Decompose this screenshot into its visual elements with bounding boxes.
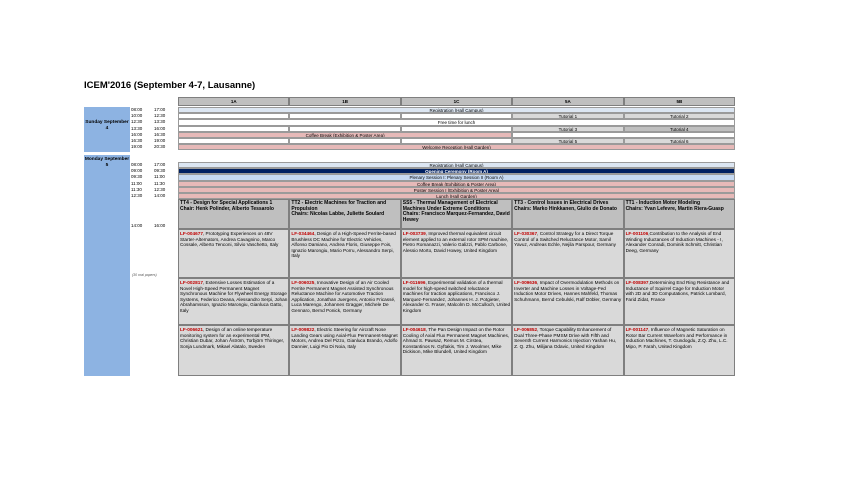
column-header: 1C xyxy=(401,97,512,106)
tutorial-2: Tutorial 2 xyxy=(624,113,735,119)
sunday-schedule xyxy=(178,107,735,150)
day-label-sunday: Sunday September 4 xyxy=(84,107,130,152)
session-header: TT2 - Electric Machines for Traction and Propulsion Chairs: Nicolas Labbe, Juliette Soulard xyxy=(289,199,400,229)
paper-cell: LF-001106,Contribution to the Analysis of End Winding Inductances of Induction Machines - I, Alexander Conradi, Dominik Schmitt, Christian Deeg, Germany xyxy=(624,229,735,278)
column-header: 5A xyxy=(512,97,623,106)
monday-registration: Registration (Hall Campus) xyxy=(178,162,735,168)
paper-cell: LF-011696, Experimental validation of a thermal model for high-speed switched reluctance machines for traction applications, Francisco J. Marquez-Fernandez, Johannes H. J. Potgieter, Alexander G. Fraser, Malcolm D. McCulloch, United Kingdom xyxy=(401,278,512,325)
paper-cell: LF-030367, Control Strategy for a Direct Torque Control of a Switched Reluctance Motor, Samil Yavuz, Andreas Echle, Nejila Parspour, Germany xyxy=(512,229,623,278)
paper-cell: LF-004618, The Pan Design Impact on the Rotor Cooling of Axial Flux Permanent Magnet Machines, Ahmad S. Pawsaz, Remus M. Cirstea, Konstantinos N. Gyftakis, Tim J. Woolmer, Mike Dickison, Mike Blundell, United Kingdom xyxy=(401,325,512,376)
tutorial-5: Tutorial 5 xyxy=(512,138,623,144)
free-lunch: Free time for lunch xyxy=(178,119,735,125)
paper-cell: LF-006025, Innovative Design of an Air Cooled Ferrite Permanent Magnet Assisted Synchronous Reluctance Machine for Automotive Traction Application, Jonathan Juergens, Antonio Fricassé, Luca Marengo, Johannes Gragger, Michele De Gennaro, Bernd Ponick, Germany xyxy=(289,278,400,325)
time-column-sunday: 08:00 17:00 10:00 12:30 12:30 13:30 13:30 16:00 16:00 16:30 16:30 19:00 19:00 20:30 xyxy=(131,107,166,150)
paper-cell: LF-009822, Electric Steering for Aircraft Nose Landing Gears using Axial-Flux Permanent-Magnet Motors, Andrea Del Pizzo, Gianluca Brando, Adolfo Dannier, Luigi Pio Di Noia, Italy xyxy=(289,325,400,376)
time-column-monday-afternoon: 14:00 16:00 xyxy=(131,223,166,228)
monday-coffee-break: Coffee Break (Exhibition & Poster Area) xyxy=(178,181,735,187)
tutorial-3: Tutorial 3 xyxy=(512,126,623,132)
column-header: 1B xyxy=(289,97,400,106)
paper-cell: LF-004677, Prototyping Experiences on 48V Starter-Alternators, Andrea Cavagnino, Marco Cossale, Alberto Tenconi, Silvio Vaschetto, Italy xyxy=(178,229,289,278)
opening-ceremony: Opening Ceremony (Room A) xyxy=(178,168,735,174)
paper-cell: LF-002817, Extensive Losses Estimation of a Novel High-Speed Permanent Magnet Synchronous Machine for Flywheel Energy Storage Systems, Federico Deana, Alessandro Serpi, Johan Abrahamsson, Ignazio Marongiu, Gianluca Gatto, Italy xyxy=(178,278,289,325)
session-header: TT3 - Control Issues in Electrical Drives Chairs: Marko Hinkkanen, Giulio de Donato xyxy=(512,199,623,229)
column-header: 1A xyxy=(178,97,289,106)
session-headers xyxy=(178,199,735,229)
paper-cell: LF-009636, Impact of Overmodulation Methods on Inverter and Machine Losses in Voltage-Fed Induction Motor Drives, Hannes Mahfeld, Thomas Schuhmann, Bernd Cebulski, Ralf Döbler, Germany xyxy=(512,278,623,325)
column-header: 5B xyxy=(624,97,735,106)
day-label-monday: Monday September 5 xyxy=(84,155,130,376)
tutorial-6: Tutorial 6 xyxy=(624,138,735,144)
welcome-reception: Welcome Reception (Hall Garden) xyxy=(178,144,735,150)
side-note: (30 oral papers) xyxy=(132,273,157,277)
paper-cell: LF-034464, Design of a High-Speed Ferrite-based Brushless DC Machine for Electric Vehicles, Alfonso Damiano, Andrea Floris, Giuseppe Fois, Ignazio Marongiu, Mario Porru, Alessandro Serpi, Italy xyxy=(289,229,400,278)
column-headers xyxy=(178,97,735,106)
tutorial-4: Tutorial 4 xyxy=(624,126,735,132)
sunday-coffee-break: Coffee Break (Exhibition & Poster Area) xyxy=(178,132,512,138)
poster-session: Poster Session I (Exhibition & Poster Area) xyxy=(178,187,735,193)
plenary-session: Plenary Session I: Plenary Session II (Room A) xyxy=(178,174,735,180)
paper-cell: LF-008397,Determining End Ring Resistance and Inductance of Squirrel Cage for Induction Motor with 2D and 3D Computations, Patrick Lombard, Farid Zidat, France xyxy=(624,278,735,325)
paper-cell: LF-001147, Influence of Magnetic Saturation on Rotor Bar Current Waveform and Performance in Induction Machines, T. Gundogdu, Z.Q. Zhu, L.C. Mipo, P. Farah, United Kingdom xyxy=(624,325,735,376)
monday-schedule xyxy=(178,162,735,199)
monday-lunch: Lunch (Hall Garden) xyxy=(178,193,735,199)
page-title: ICEM'2016 (September 4-7, Lausanne) xyxy=(84,80,256,91)
papers-row-1 xyxy=(178,229,735,278)
papers-row-3 xyxy=(178,325,735,376)
paper-cell: LF-006852, Torque Capability Enhancement of Dual Three-Phase PMSM Drive with Fifth and Seventh Current Harmonics Injection Yashan Hu, Z. Q. Zhu, Milijana Odavic, United Kingdom xyxy=(512,325,623,376)
session-header: TT4 - Design for Special Applications 1 Chair: Henk Polinder, Alberto Tessarolo xyxy=(178,199,289,229)
papers-row-2 xyxy=(178,278,735,325)
tutorial-1: Tutorial 1 xyxy=(512,113,623,119)
session-header: SS5 - Thermal Management of Electrical Machines Under Extreme Conditions Chairs: Francisco Marquez-Fernandez, David Hewey xyxy=(401,199,512,229)
paper-cell: LF-006621, Design of an online temperature monitoring system for an experimental IPM, Christian Dubar, Johan Åström, Torbjörn Thiringer, Sonja Lundmark, Mikael Alatalo, Sweden xyxy=(178,325,289,376)
sunday-registration: Registration (Hall Campus) xyxy=(178,107,735,113)
session-header: TT1 - Induction Motor Modeling Chairs: Yvan Lefevre, Martin Riera-Guasp xyxy=(624,199,735,229)
paper-cell: LF-003739, Improved thermal equivalent circuit element applied to an external rotor SPM machine, Pietro Romanazzi, Valerio Galizzi, Pablo Carbone, Alessio Morto, David Howey, United Kingdom xyxy=(401,229,512,278)
time-column-monday: 08:00 17:00 09:00 09:30 09:30 11:00 11:00 11:30 11:30 12:30 12:30 14:00 xyxy=(131,162,166,198)
